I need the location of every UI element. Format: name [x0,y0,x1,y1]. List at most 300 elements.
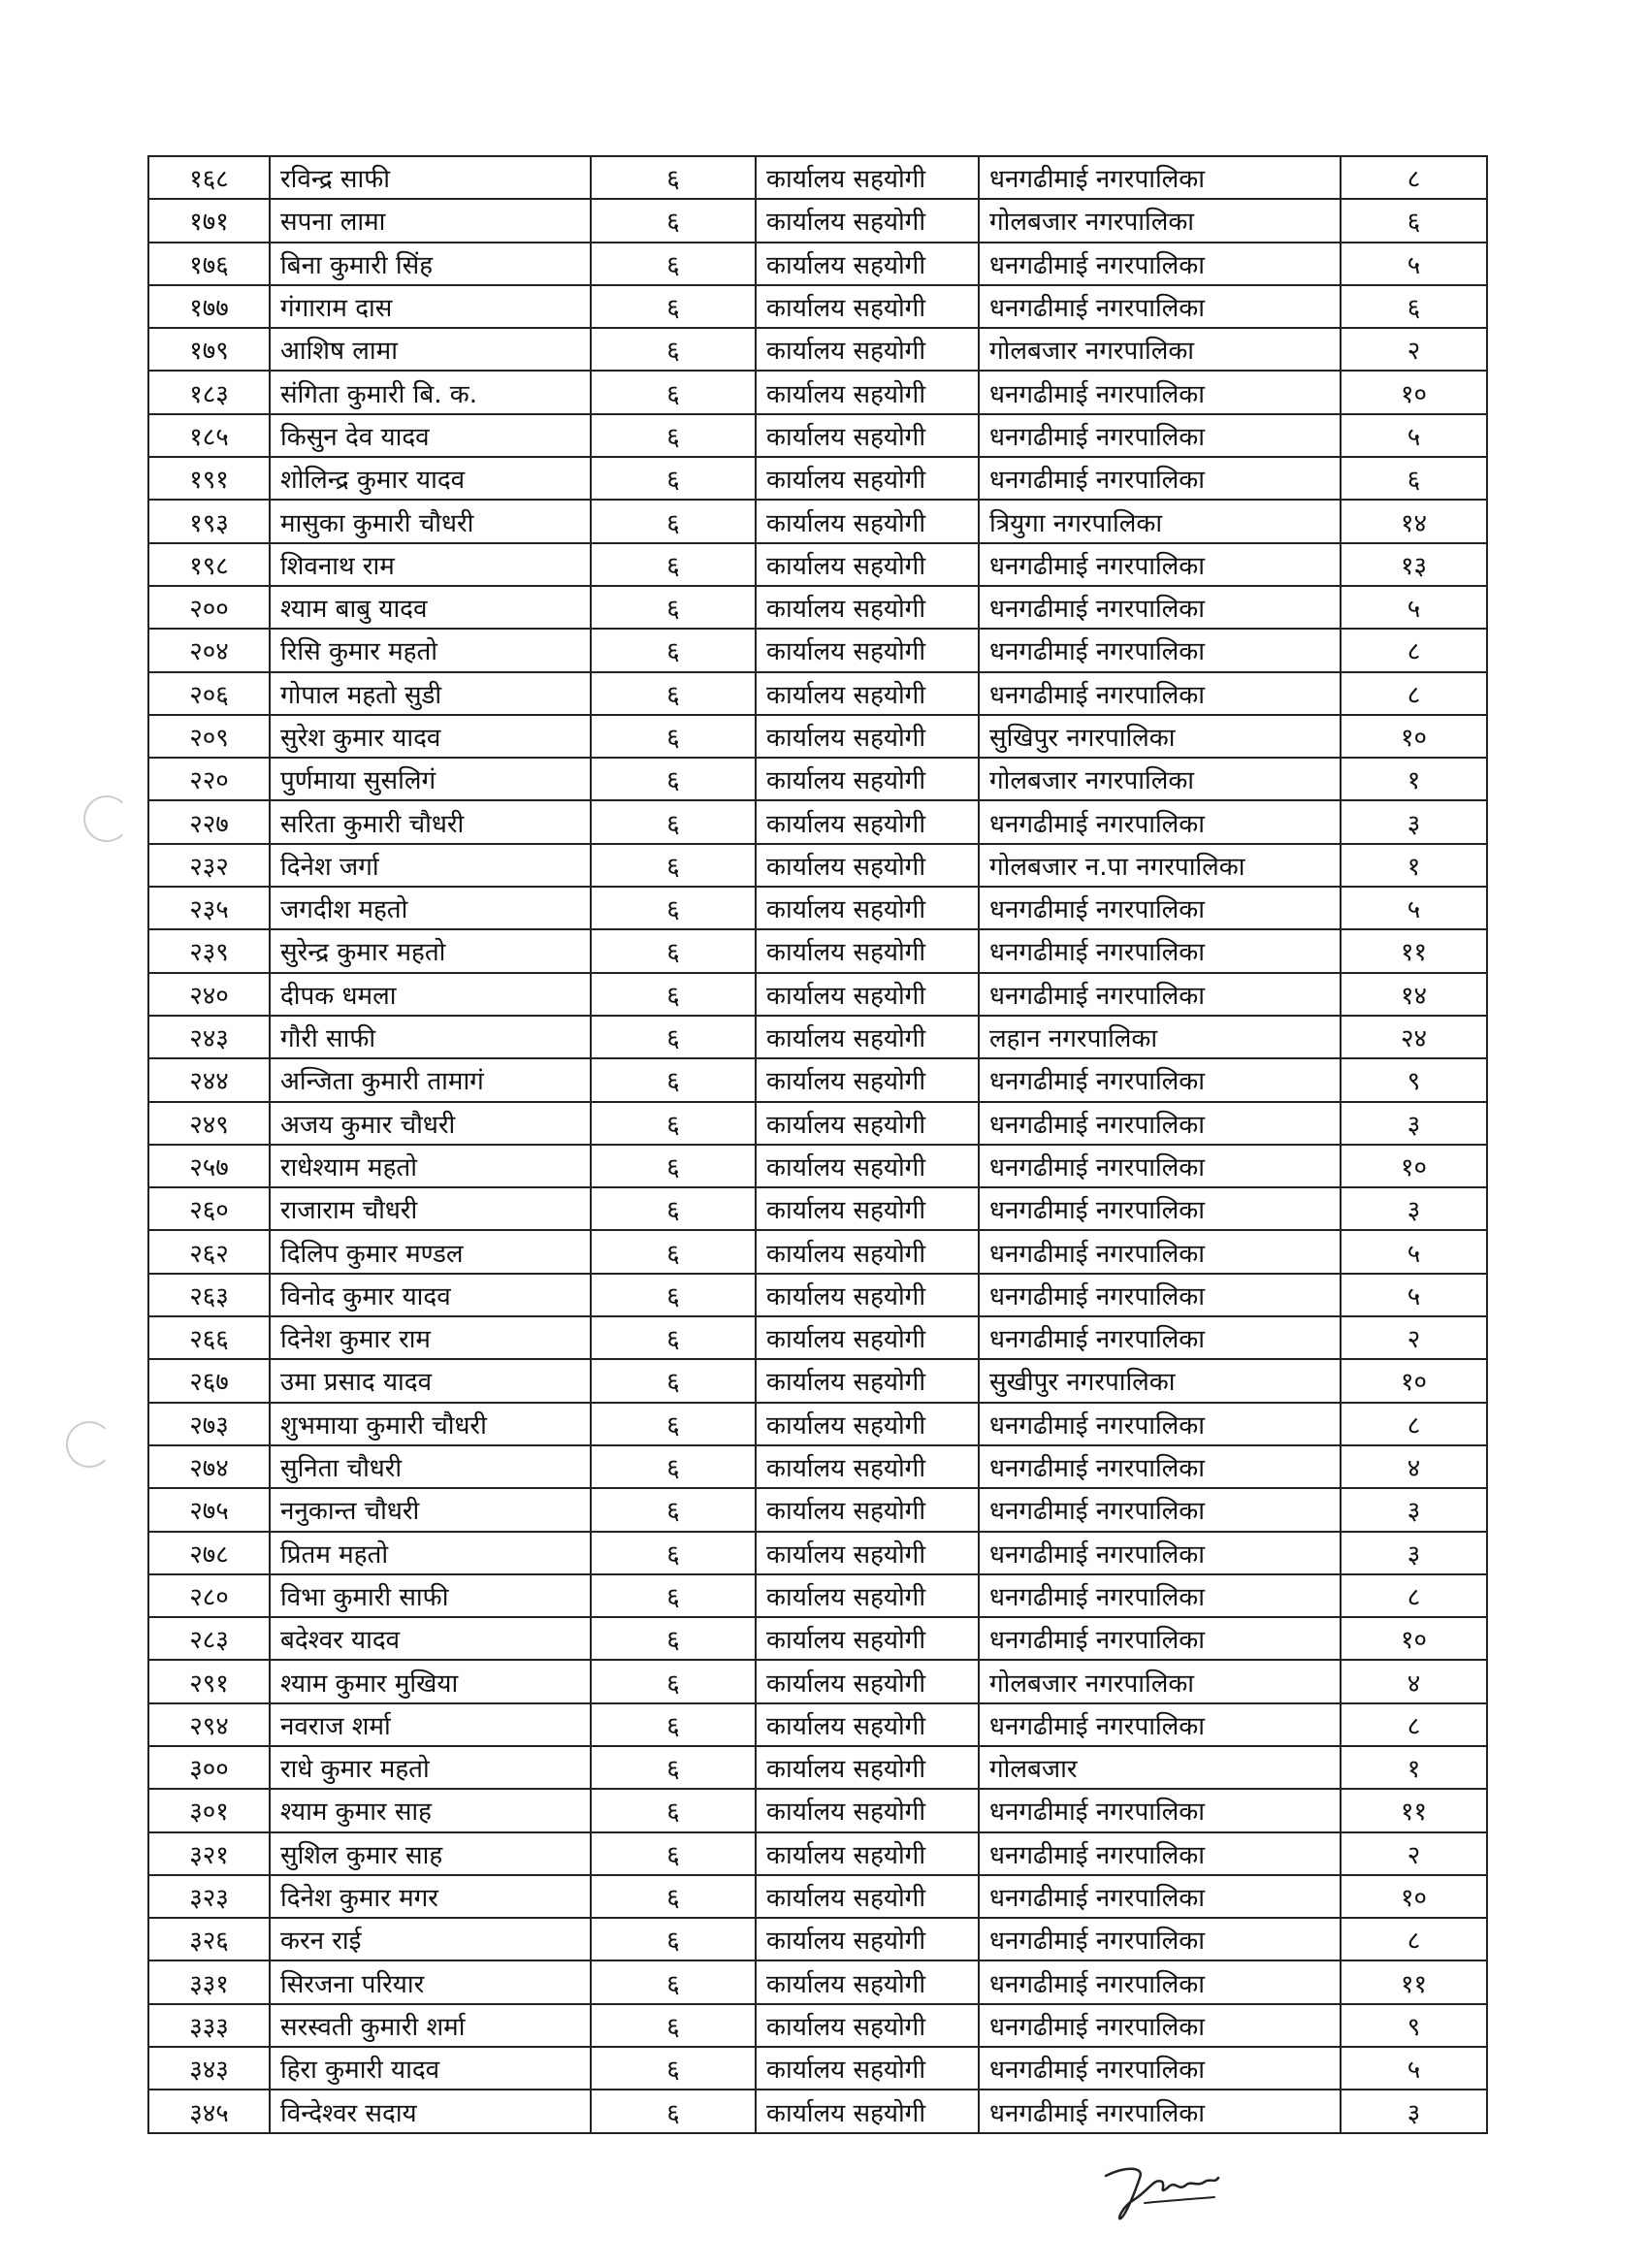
level-cell: ६ [591,672,756,715]
name-cell: पुर्णमाया सुसलिगं [270,758,591,800]
table-row [148,1532,1487,1574]
serial-number-cell: २४३ [148,1016,270,1058]
table-row [148,1488,1487,1531]
level-cell: ६ [591,1359,756,1402]
serial-number-cell: १७१ [148,199,270,242]
ward-cell: ९ [1341,2004,1487,2047]
ward-cell: ६ [1341,199,1487,242]
table-row [148,758,1487,800]
municipality-cell: सुखीपुर नगरपालिका [979,1359,1341,1402]
table-row [148,715,1487,758]
municipality-cell: धनगढीमाई नगरपालिका [979,1960,1341,2003]
table-row [148,1746,1487,1789]
level-cell: ६ [591,1274,756,1316]
table-row [148,844,1487,887]
ward-cell: १ [1341,844,1487,887]
municipality-cell: धनगढीमाई नगरपालिका [979,156,1341,199]
municipality-cell: गोलबजार नगरपालिका [979,758,1341,800]
name-cell: सपना लामा [270,199,591,242]
ward-cell: १० [1341,715,1487,758]
serial-number-cell: २७५ [148,1488,270,1531]
ward-cell: ११ [1341,1789,1487,1831]
municipality-cell: धनगढीमाई नगरपालिका [979,1703,1341,1746]
serial-number-cell: २९४ [148,1703,270,1746]
ward-cell: १ [1341,1746,1487,1789]
name-cell: दीपक धमला [270,973,591,1016]
post-cell: कार्यालय सहयोगी [756,1918,979,1960]
signature-mark [1096,2149,1232,2226]
name-cell: शोलिन्द्र कुमार यादव [270,457,591,500]
table-row [148,887,1487,929]
post-cell: कार्यालय सहयोगी [756,1274,979,1316]
serial-number-cell: १७७ [148,285,270,328]
municipality-cell: धनगढीमाई नगरपालिका [979,800,1341,843]
post-cell: कार्यालय सहयोगी [756,1230,979,1273]
serial-number-cell: ३३१ [148,1960,270,2003]
serial-number-cell: २२७ [148,800,270,843]
name-cell: विन्देश्वर सदाय [270,2090,591,2132]
level-cell: ६ [591,156,756,199]
name-cell: दिनेश कुमार मगर [270,1875,591,1918]
ward-cell: ३ [1341,1532,1487,1574]
municipality-cell: गोलबजार नगरपालिका [979,1660,1341,1702]
post-cell: कार्यालय सहयोगी [756,156,979,199]
level-cell: ६ [591,371,756,413]
name-cell: संगिता कुमारी बि. क. [270,371,591,413]
serial-number-cell: २७८ [148,1532,270,1574]
serial-number-cell: ३०१ [148,1789,270,1831]
level-cell: ६ [591,1746,756,1789]
name-cell: विनोद कुमार यादव [270,1274,591,1316]
serial-number-cell: २४९ [148,1102,270,1145]
level-cell: ६ [591,1316,756,1359]
level-cell: ६ [591,1488,756,1531]
ward-cell: १० [1341,1875,1487,1918]
name-cell: राजाराम चौधरी [270,1187,591,1230]
ward-cell: ८ [1341,156,1487,199]
municipality-cell: धनगढीमाई नगरपालिका [979,1403,1341,1445]
name-cell: मासुका कुमारी चौधरी [270,500,591,542]
serial-number-cell: ३२६ [148,1918,270,1960]
level-cell: ६ [591,1230,756,1273]
municipality-cell: लहान नगरपालिका [979,1016,1341,1058]
table-row [148,500,1487,542]
table-row [148,1316,1487,1359]
post-cell: कार्यालय सहयोगी [756,2090,979,2132]
serial-number-cell: २६२ [148,1230,270,1273]
post-cell: कार्यालय सहयोगी [756,371,979,413]
post-cell: कार्यालय सहयोगी [756,887,979,929]
post-cell: कार्यालय सहयोगी [756,672,979,715]
name-cell: नवराज शर्मा [270,1703,591,1746]
ward-cell: ८ [1341,672,1487,715]
ward-cell: ११ [1341,929,1487,972]
table-row [148,1617,1487,1660]
table-row [148,457,1487,500]
table-row [148,1274,1487,1316]
table-row [148,543,1487,586]
name-cell: उमा प्रसाद यादव [270,1359,591,1402]
serial-number-cell: १७९ [148,328,270,371]
name-cell: शुभमाया कुमारी चौधरी [270,1403,591,1445]
table-row [148,929,1487,972]
level-cell: ६ [591,1703,756,1746]
name-cell: गंगाराम दास [270,285,591,328]
serial-number-cell: २३५ [148,887,270,929]
table-row [148,243,1487,285]
post-cell: कार्यालय सहयोगी [756,1187,979,1230]
serial-number-cell: २७४ [148,1445,270,1488]
municipality-cell: धनगढीमाई नगरपालिका [979,1574,1341,1617]
name-cell: श्याम कुमार साह [270,1789,591,1831]
name-cell: दिनेश जर्गा [270,844,591,887]
table-row [148,2047,1487,2090]
level-cell: ६ [591,800,756,843]
municipality-cell: धनगढीमाई नगरपालिका [979,629,1341,671]
post-cell: कार्यालय सहयोगी [756,1359,979,1402]
table-row [148,285,1487,328]
post-cell: कार्यालय सहयोगी [756,1703,979,1746]
municipality-cell: धनगढीमाई नगरपालिका [979,1445,1341,1488]
municipality-cell: गोलबजार नगरपालिका [979,328,1341,371]
ward-cell: ८ [1341,1403,1487,1445]
roster-body [148,156,1487,2133]
level-cell: ६ [591,2047,756,2090]
table-row [148,1574,1487,1617]
name-cell: दिनेश कुमार राम [270,1316,591,1359]
name-cell: जगदीश महतो [270,887,591,929]
ward-cell: ५ [1341,586,1487,629]
serial-number-cell: २८० [148,1574,270,1617]
post-cell: कार्यालय सहयोगी [756,715,979,758]
table-row [148,1359,1487,1402]
level-cell: ६ [591,1445,756,1488]
level-cell: ६ [591,1058,756,1101]
municipality-cell: धनगढीमाई नगरपालिका [979,2004,1341,2047]
municipality-cell: धनगढीमाई नगरपालिका [979,1918,1341,1960]
serial-number-cell: २२० [148,758,270,800]
municipality-cell: धनगढीमाई नगरपालिका [979,887,1341,929]
municipality-cell: धनगढीमाई नगरपालिका [979,1875,1341,1918]
ward-cell: १४ [1341,973,1487,1016]
ward-cell: १० [1341,1359,1487,1402]
ward-cell: ५ [1341,243,1487,285]
table-row [148,371,1487,413]
level-cell: ६ [591,758,756,800]
name-cell: हिरा कुमारी यादव [270,2047,591,2090]
table-row [148,1016,1487,1058]
post-cell: कार्यालय सहयोगी [756,1145,979,1187]
level-cell: ६ [591,629,756,671]
post-cell: कार्यालय सहयोगी [756,929,979,972]
serial-number-cell: १७६ [148,243,270,285]
municipality-cell: धनगढीमाई नगरपालिका [979,2090,1341,2132]
ward-cell: २ [1341,1316,1487,1359]
table-row [148,973,1487,1016]
table-row [148,2090,1487,2132]
level-cell: ६ [591,1875,756,1918]
post-cell: कार्यालय सहयोगी [756,1403,979,1445]
municipality-cell: धनगढीमाई नगरपालिका [979,414,1341,457]
name-cell: सुरेन्द्र कुमार महतो [270,929,591,972]
serial-number-cell: २०४ [148,629,270,671]
table-row [148,672,1487,715]
level-cell: ६ [591,887,756,929]
level-cell: ६ [591,500,756,542]
post-cell: कार्यालय सहयोगी [756,1488,979,1531]
serial-number-cell: ३२१ [148,1832,270,1875]
level-cell: ६ [591,2090,756,2132]
serial-number-cell: २०९ [148,715,270,758]
municipality-cell: गोलबजार [979,1746,1341,1789]
table-row [148,1403,1487,1445]
name-cell: आशिष लामा [270,328,591,371]
municipality-cell: धनगढीमाई नगरपालिका [979,371,1341,413]
municipality-cell: धनगढीमाई नगरपालिका [979,1102,1341,1145]
name-cell: शिवनाथ राम [270,543,591,586]
serial-number-cell: २६० [148,1187,270,1230]
serial-number-cell: १६८ [148,156,270,199]
name-cell: बिना कुमारी सिंह [270,243,591,285]
name-cell: अजय कुमार चौधरी [270,1102,591,1145]
serial-number-cell: २३९ [148,929,270,972]
post-cell: कार्यालय सहयोगी [756,328,979,371]
table-row [148,1230,1487,1273]
municipality-cell: सुखिपुर नगरपालिका [979,715,1341,758]
post-cell: कार्यालय सहयोगी [756,1832,979,1875]
ward-cell: २ [1341,1832,1487,1875]
ward-cell: ३ [1341,800,1487,843]
ward-cell: ८ [1341,629,1487,671]
name-cell: गोपाल महतो सुडी [270,672,591,715]
level-cell: ६ [591,973,756,1016]
level-cell: ६ [591,1102,756,1145]
municipality-cell: धनगढीमाई नगरपालिका [979,1274,1341,1316]
post-cell: कार्यालय सहयोगी [756,1660,979,1702]
municipality-cell: धनगढीमाई नगरपालिका [979,586,1341,629]
ward-cell: ४ [1341,1660,1487,1702]
post-cell: कार्यालय सहयोगी [756,1445,979,1488]
table-row [148,1187,1487,1230]
table-row [148,1445,1487,1488]
serial-number-cell: २४० [148,973,270,1016]
municipality-cell: गोलबजार न.पा नगरपालिका [979,844,1341,887]
municipality-cell: धनगढीमाई नगरपालिका [979,672,1341,715]
level-cell: ६ [591,199,756,242]
name-cell: किसुन देव यादव [270,414,591,457]
municipality-cell: धनगढीमाई नगरपालिका [979,1145,1341,1187]
municipality-cell: धनगढीमाई नगरपालिका [979,1832,1341,1875]
level-cell: ६ [591,1532,756,1574]
serial-number-cell: २६७ [148,1359,270,1402]
punch-hole-top [83,795,130,842]
ward-cell: ५ [1341,1230,1487,1273]
name-cell: श्याम कुमार मुखिया [270,1660,591,1702]
serial-number-cell: १९१ [148,457,270,500]
municipality-cell: धनगढीमाई नगरपालिका [979,1617,1341,1660]
name-cell: सुशिल कुमार साह [270,1832,591,1875]
name-cell: सिरजना परियार [270,1960,591,2003]
level-cell: ६ [591,1574,756,1617]
name-cell: राधे कुमार महतो [270,1746,591,1789]
serial-number-cell: २८३ [148,1617,270,1660]
table-row [148,1102,1487,1145]
table-row [148,199,1487,242]
post-cell: कार्यालय सहयोगी [756,1058,979,1101]
table-row [148,800,1487,843]
level-cell: ६ [591,586,756,629]
level-cell: ६ [591,1960,756,2003]
ward-cell: ३ [1341,1187,1487,1230]
table-row [148,1832,1487,1875]
serial-number-cell: ३४३ [148,2047,270,2090]
name-cell: गौरी साफी [270,1016,591,1058]
table-row [148,328,1487,371]
level-cell: ६ [591,414,756,457]
name-cell: प्रितम महतो [270,1532,591,1574]
post-cell: कार्यालय सहयोगी [756,243,979,285]
name-cell: सुरेश कुमार यादव [270,715,591,758]
serial-number-cell: ३३३ [148,2004,270,2047]
serial-number-cell: २७३ [148,1403,270,1445]
post-cell: कार्यालय सहयोगी [756,1746,979,1789]
municipality-cell: धनगढीमाई नगरपालिका [979,285,1341,328]
post-cell: कार्यालय सहयोगी [756,1316,979,1359]
punch-hole-bottom [66,1421,113,1468]
table-row [148,1058,1487,1101]
name-cell: बदेश्वर यादव [270,1617,591,1660]
level-cell: ६ [591,715,756,758]
table-row [148,1960,1487,2003]
municipality-cell: धनगढीमाई नगरपालिका [979,1230,1341,1273]
level-cell: ६ [591,1918,756,1960]
post-cell: कार्यालय सहयोगी [756,1574,979,1617]
ward-cell: १४ [1341,500,1487,542]
post-cell: कार्यालय सहयोगी [756,2004,979,2047]
serial-number-cell: २९१ [148,1660,270,1702]
ward-cell: ९ [1341,1058,1487,1101]
serial-number-cell: १८५ [148,414,270,457]
ward-cell: ८ [1341,1703,1487,1746]
ward-cell: १३ [1341,543,1487,586]
serial-number-cell: २०६ [148,672,270,715]
level-cell: ६ [591,1660,756,1702]
post-cell: कार्यालय सहयोगी [756,844,979,887]
level-cell: ६ [591,1145,756,1187]
post-cell: कार्यालय सहयोगी [756,586,979,629]
level-cell: ६ [591,844,756,887]
ward-cell: २ [1341,328,1487,371]
table-row [148,1918,1487,1960]
table-row [148,1145,1487,1187]
post-cell: कार्यालय सहयोगी [756,1960,979,2003]
table-row [148,2004,1487,2047]
post-cell: कार्यालय सहयोगी [756,414,979,457]
municipality-cell: धनगढीमाई नगरपालिका [979,1532,1341,1574]
ward-cell: १० [1341,1617,1487,1660]
serial-number-cell: २६६ [148,1316,270,1359]
name-cell: विभा कुमारी साफी [270,1574,591,1617]
municipality-cell: धनगढीमाई नगरपालिका [979,2047,1341,2090]
ward-cell: १ [1341,758,1487,800]
post-cell: कार्यालय सहयोगी [756,758,979,800]
municipality-cell: धनगढीमाई नगरपालिका [979,929,1341,972]
name-cell: रविन्द्र साफी [270,156,591,199]
post-cell: कार्यालय सहयोगी [756,629,979,671]
level-cell: ६ [591,1187,756,1230]
serial-number-cell: ३२३ [148,1875,270,1918]
name-cell: सरिता कुमारी चौधरी [270,800,591,843]
municipality-cell: गोलबजार नगरपालिका [979,199,1341,242]
serial-number-cell: १८३ [148,371,270,413]
level-cell: ६ [591,543,756,586]
ward-cell: ४ [1341,1445,1487,1488]
level-cell: ६ [591,1403,756,1445]
serial-number-cell: ३०० [148,1746,270,1789]
serial-number-cell: १९८ [148,543,270,586]
serial-number-cell: ३४५ [148,2090,270,2132]
serial-number-cell: २०० [148,586,270,629]
name-cell: श्याम बाबु यादव [270,586,591,629]
level-cell: ६ [591,1832,756,1875]
serial-number-cell: २३२ [148,844,270,887]
ward-cell: ६ [1341,285,1487,328]
municipality-cell: धनगढीमाई नगरपालिका [979,1789,1341,1831]
roster-table [147,155,1488,2134]
post-cell: कार्यालय सहयोगी [756,199,979,242]
serial-number-cell: २६३ [148,1274,270,1316]
table-row [148,586,1487,629]
ward-cell: ५ [1341,2047,1487,2090]
table-row [148,1789,1487,1831]
municipality-cell: धनगढीमाई नगरपालिका [979,1187,1341,1230]
name-cell: रिसि कुमार महतो [270,629,591,671]
ward-cell: १० [1341,1145,1487,1187]
level-cell: ६ [591,285,756,328]
serial-number-cell: २५७ [148,1145,270,1187]
serial-number-cell: २४४ [148,1058,270,1101]
name-cell: सरस्वती कुमारी शर्मा [270,2004,591,2047]
municipality-cell: धनगढीमाई नगरपालिका [979,457,1341,500]
post-cell: कार्यालय सहयोगी [756,1102,979,1145]
municipality-cell: धनगढीमाई नगरपालिका [979,243,1341,285]
municipality-cell: धनगढीमाई नगरपालिका [979,973,1341,1016]
level-cell: ६ [591,1789,756,1831]
table-row [148,156,1487,199]
level-cell: ६ [591,2004,756,2047]
post-cell: कार्यालय सहयोगी [756,1875,979,1918]
name-cell: करन राई [270,1918,591,1960]
level-cell: ६ [591,1617,756,1660]
post-cell: कार्यालय सहयोगी [756,1617,979,1660]
level-cell: ६ [591,929,756,972]
municipality-cell: धनगढीमाई नगरपालिका [979,1058,1341,1101]
ward-cell: ५ [1341,414,1487,457]
ward-cell: ५ [1341,1274,1487,1316]
ward-cell: ६ [1341,457,1487,500]
post-cell: कार्यालय सहयोगी [756,500,979,542]
level-cell: ६ [591,457,756,500]
ward-cell: ३ [1341,1488,1487,1531]
municipality-cell: त्रियुगा नगरपालिका [979,500,1341,542]
post-cell: कार्यालय सहयोगी [756,1789,979,1831]
ward-cell: २४ [1341,1016,1487,1058]
name-cell: ननुकान्त चौधरी [270,1488,591,1531]
municipality-cell: धनगढीमाई नगरपालिका [979,1316,1341,1359]
name-cell: सुनिता चौधरी [270,1445,591,1488]
post-cell: कार्यालय सहयोगी [756,2047,979,2090]
post-cell: कार्यालय सहयोगी [756,457,979,500]
